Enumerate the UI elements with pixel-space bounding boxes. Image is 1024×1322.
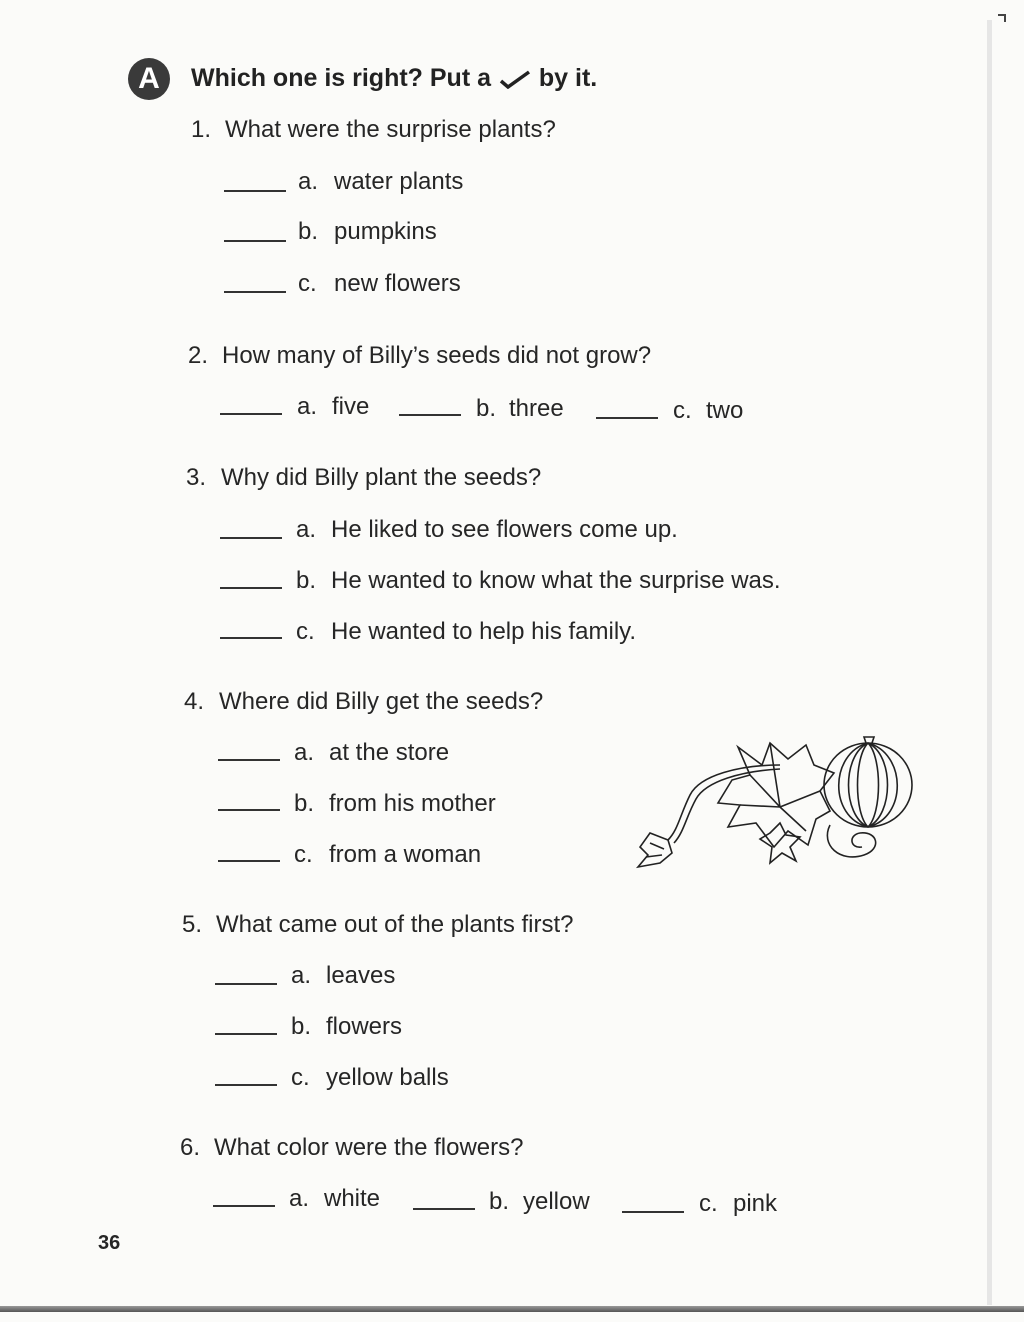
instruction-text: Which one is right? Put a — [191, 64, 491, 92]
option-letter: a. — [289, 1185, 310, 1212]
answer-blank[interactable] — [220, 537, 282, 539]
option-text: yellow balls — [326, 1064, 449, 1091]
answer-blank[interactable] — [213, 1205, 275, 1207]
question-number: 6. — [180, 1134, 201, 1161]
answer-blank[interactable] — [220, 413, 282, 415]
question-text: What came out of the plants first? — [216, 911, 574, 938]
question-number: 5. — [182, 911, 203, 938]
option-text: five — [332, 393, 370, 420]
question-number: 1. — [191, 116, 212, 143]
option-letter: c. — [296, 618, 315, 645]
option-text: leaves — [326, 962, 396, 989]
pumpkin-vine-icon — [620, 735, 920, 875]
answer-blank[interactable] — [413, 1208, 475, 1210]
instruction-heading — [191, 64, 597, 93]
option-letter: b. — [296, 567, 317, 594]
option-text: He wanted to know what the surprise was. — [331, 567, 781, 594]
option-text: two — [706, 397, 744, 424]
option-letter: a. — [291, 962, 312, 989]
answer-blank[interactable] — [224, 291, 286, 293]
page-edge-right — [987, 20, 992, 1305]
answer-blank[interactable] — [220, 587, 282, 589]
corner-mark — [998, 14, 1006, 22]
option-letter: b. — [294, 790, 315, 817]
answer-blank[interactable] — [218, 759, 280, 761]
option-text: flowers — [326, 1013, 403, 1040]
option-text: pink — [733, 1190, 778, 1217]
page-number: 36 — [98, 1232, 121, 1254]
answer-blank[interactable] — [220, 637, 282, 639]
question-text: What were the surprise plants? — [225, 116, 556, 143]
answer-blank[interactable] — [224, 190, 286, 192]
option-letter: a. — [294, 739, 315, 766]
answer-blank[interactable] — [218, 860, 280, 862]
answer-blank[interactable] — [215, 1084, 277, 1086]
option-text: from a woman — [329, 841, 482, 868]
question-text: How many of Billy’s seeds did not grow? — [222, 342, 652, 369]
option-letter: b. — [291, 1013, 312, 1040]
instruction-text-end: by it. — [538, 64, 598, 92]
answer-blank[interactable] — [224, 240, 286, 242]
section-badge: A — [128, 58, 170, 100]
option-letter: c. — [294, 841, 313, 868]
answer-blank[interactable] — [399, 414, 461, 416]
option-text: at the store — [329, 739, 450, 766]
answer-blank[interactable] — [622, 1211, 684, 1213]
option-text: white — [324, 1185, 381, 1212]
question-text: Why did Billy plant the seeds? — [221, 464, 542, 491]
option-letter: c. — [298, 270, 317, 297]
option-letter: c. — [673, 397, 692, 424]
question-number: 2. — [188, 342, 209, 369]
option-letter: c. — [291, 1064, 310, 1091]
option-text: He liked to see flowers come up. — [331, 516, 678, 543]
question-text: Where did Billy get the seeds? — [219, 688, 544, 715]
option-text: new flowers — [334, 270, 461, 297]
answer-blank[interactable] — [596, 417, 658, 419]
checkmark-icon — [498, 69, 532, 89]
answer-blank[interactable] — [215, 1033, 277, 1035]
option-letter: b. — [476, 395, 497, 422]
option-text: yellow — [523, 1188, 590, 1215]
option-text: from his mother — [329, 790, 496, 817]
option-text: three — [509, 395, 564, 422]
option-text: pumpkins — [334, 218, 437, 245]
option-text: water plants — [334, 168, 464, 195]
question-number: 4. — [184, 688, 205, 715]
answer-blank[interactable] — [215, 983, 277, 985]
question-number: 3. — [186, 464, 207, 491]
option-letter: a. — [297, 393, 318, 420]
page-edge-bottom — [0, 1306, 1024, 1312]
question-text: What color were the flowers? — [214, 1134, 524, 1161]
answer-blank[interactable] — [218, 809, 280, 811]
option-letter: c. — [699, 1190, 718, 1217]
option-text: He wanted to help his family. — [331, 618, 637, 645]
option-letter: a. — [296, 516, 317, 543]
option-letter: b. — [298, 218, 319, 245]
option-letter: b. — [489, 1188, 510, 1215]
option-letter: a. — [298, 168, 319, 195]
